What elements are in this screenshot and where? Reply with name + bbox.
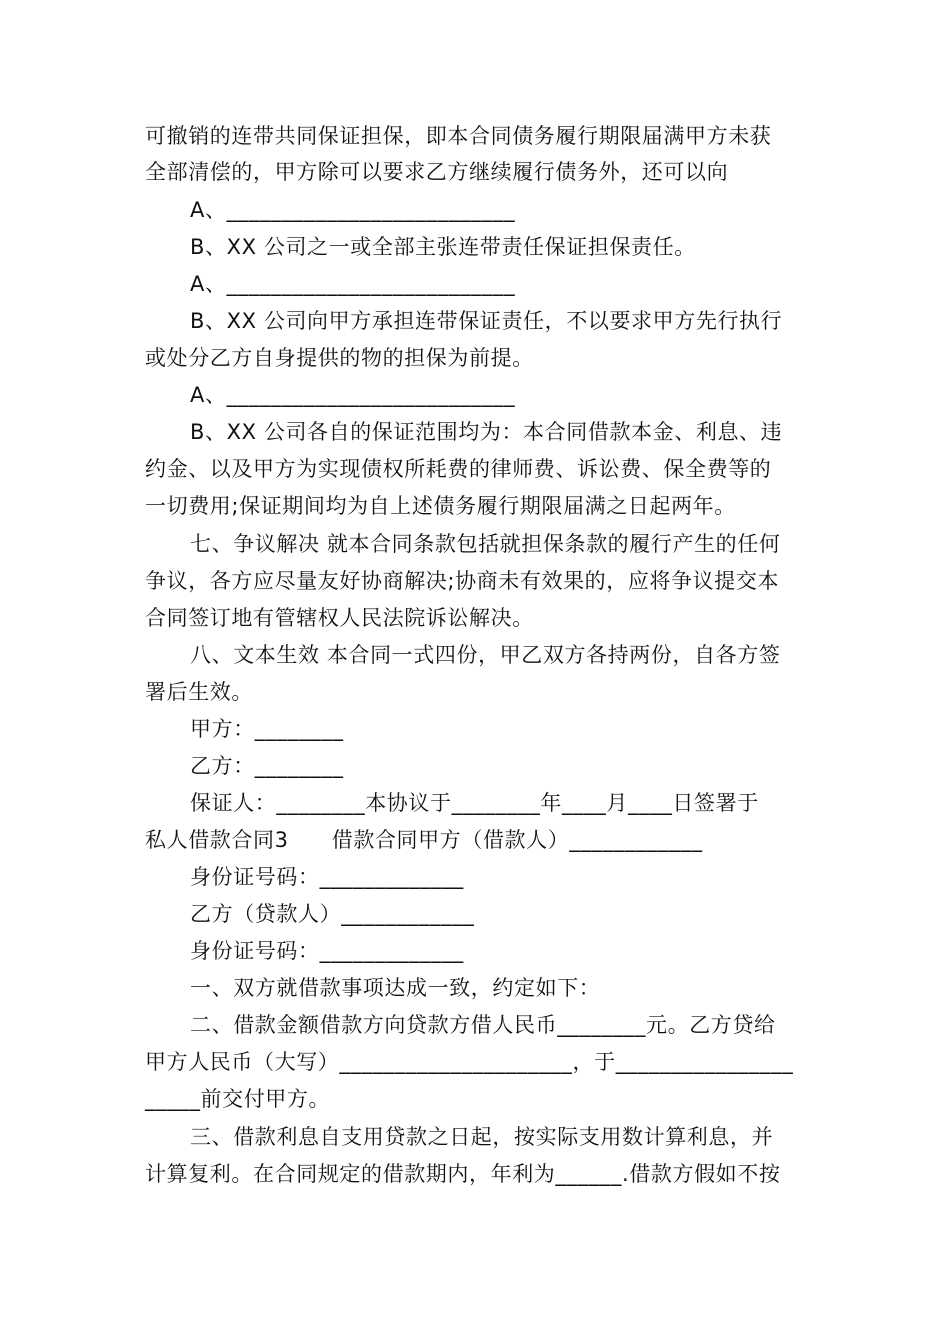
text-line: 或处分乙方自身提供的物的担保为前提。 xyxy=(145,346,534,370)
text-line: A、__________________________ xyxy=(190,383,516,407)
text-line: 乙方：________ xyxy=(190,754,344,778)
text-line: 三、借款利息自支用贷款之日起，按实际支用数计算利息，并 xyxy=(190,1125,774,1149)
text-line: 争议，各方应尽量友好协商解决;协商未有效果的，应将争议提交本 xyxy=(145,569,780,593)
text-line: 二、借款金额借款方向贷款方借人民币________元。乙方贷给 xyxy=(190,1013,776,1037)
text-line: 甲方人民币（大写）_____________________，于________________ xyxy=(145,1050,794,1074)
text-line: 八、文本生效 本合同一式四份，甲乙双方各持两份，自各方签 xyxy=(190,643,781,667)
text-line: 一、双方就借款事项达成一致，约定如下： xyxy=(190,976,601,1000)
text-line: B、XX 公司之一或全部主张连带责任保证担保责任。 xyxy=(190,235,696,259)
text-line: B、XX 公司各自的保证范围均为：本合同借款本金、利息、违 xyxy=(190,420,783,444)
text-line: 甲方：________ xyxy=(190,717,344,741)
text-line: A、__________________________ xyxy=(190,198,516,222)
text-line: 署后生效。 xyxy=(145,680,253,704)
text-line: 七、争议解决 就本合同条款包括就担保条款的履行产生的任何 xyxy=(190,532,781,556)
text-line: _____前交付甲方。 xyxy=(145,1087,331,1111)
text-line: 全部清偿的，甲方除可以要求乙方继续履行债务外，还可以向 xyxy=(145,160,729,184)
text-line: 保证人：________本协议于________年____月____日签署于 xyxy=(190,791,759,815)
text-line: B、XX 公司向甲方承担连带保证责任，不以要求甲方先行执行 xyxy=(190,309,783,333)
text-line: 合同签订地有管辖权人民法院诉讼解决。 xyxy=(145,606,534,630)
text-line: 一切费用;保证期间均为自上述债务履行期限届满之日起两年。 xyxy=(145,494,736,518)
text-line: 乙方（贷款人）____________ xyxy=(190,902,475,926)
text-line: 身份证号码：_____________ xyxy=(190,865,464,889)
text-line: A、__________________________ xyxy=(190,272,516,296)
text-line: 可撤销的连带共同保证担保，即本合同债务履行期限届满甲方未获 xyxy=(145,124,772,148)
text-line: 约金、以及甲方为实现债权所耗费的律师费、诉讼费、保全费等的 xyxy=(145,457,772,481)
text-line: 私人借款合同3 借款合同甲方（借款人）____________ xyxy=(145,828,703,852)
text-line: 身份证号码：_____________ xyxy=(190,939,464,963)
text-line: 计算复利。在合同规定的借款期内，年利为______.借款方假如不按 xyxy=(145,1162,781,1186)
